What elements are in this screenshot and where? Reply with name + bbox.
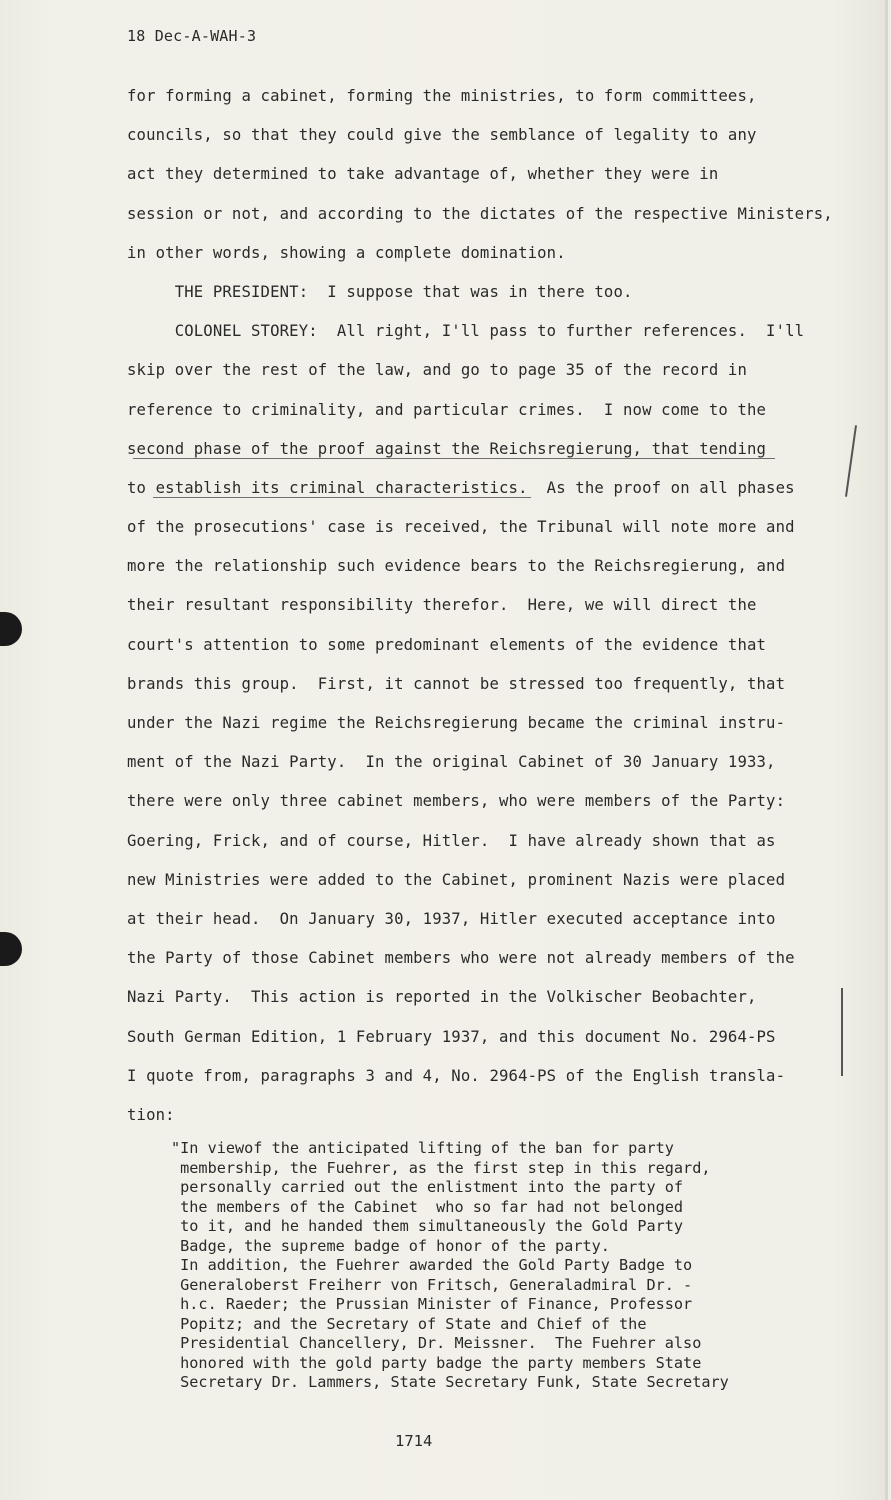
body-line: I quote from, paragraphs 3 and 4, No. 2964-PS of the English transla- [127, 1066, 786, 1085]
margin-mark [841, 988, 843, 1076]
quote-line: Presidential Chancellery, Dr. Meissner. The Fuehrer also [171, 1334, 702, 1352]
quote-line: personally carried out the enlistment into the party of [171, 1178, 684, 1196]
body-line: brands this group. First, it cannot be stressed too frequently, that [127, 674, 786, 693]
quote-line: the members of the Cabinet who so far had not belonged [171, 1197, 684, 1216]
body-line: new Ministries were added to the Cabinet, prominent Nazis were placed [127, 870, 786, 889]
body-line: Nazi Party. This action is reported in the Volkischer Beobachter, [127, 988, 757, 1007]
quote-line: In addition, the Fuehrer awarded the Gold Party Badge to [171, 1256, 693, 1274]
body-line: reference to criminality, and particular crimes. I now come to the [127, 400, 767, 419]
quote-line: Secretary Dr. Lammers, State Secretary Funk, State Secretary [171, 1373, 729, 1391]
body-line: skip over the rest of the law, and go to page 35 of the record in [127, 361, 747, 380]
quoted-passage [171, 1140, 791, 1394]
quote-line: Generaloberst Freiherr von Fritsch, Generaladmiral Dr. - [171, 1275, 693, 1294]
body-line: for forming a cabinet, forming the ministries, to form committees, [127, 87, 757, 105]
body-line: at their head. On January 30, 1937, Hitler executed acceptance into [127, 909, 776, 928]
body-line: THE PRESIDENT: I suppose that was in there too. [127, 282, 633, 301]
body-line: COLONEL STOREY: All right, I'll pass to further references. I'll [127, 322, 805, 341]
body-line: their resultant responsibility therefor. Here, we will direct the [127, 596, 757, 615]
quote-line: to it, and he handed them simultaneously the Gold Party [171, 1217, 684, 1235]
body-line: ment of the Nazi Party. In the original Cabinet of 30 January 1933, [127, 753, 776, 772]
body-line: more the relationship such evidence bears to the Reichsregierung, and [127, 557, 786, 576]
body-line: the Party of those Cabinet members who were not already members of the [127, 949, 795, 968]
body-line: under the Nazi regime the Reichsregierung became the criminal instru- [127, 714, 786, 732]
body-line: of the prosecutions' case is received, the Tribunal will note more and [127, 518, 795, 537]
quote-line: Popitz; and the Secretary of State and Chief of the [171, 1314, 647, 1333]
body-line: tion: [127, 1105, 175, 1124]
page-number: 1714 [395, 1432, 433, 1450]
quote-line: "In viewof the anticipated lifting of the ban for party [171, 1139, 674, 1157]
body-line: South German Edition, 1 February 1937, and this document No. 2964-PS [127, 1027, 776, 1046]
punch-hole-lower [0, 932, 22, 966]
body-line: act they determined to take advantage of, whether they were in [127, 165, 719, 184]
handwritten-underline [153, 497, 531, 498]
body-line: councils, so that they could give the semblance of legality to any [127, 126, 757, 145]
body-line: to establish its criminal characteristics. As the proof on all phases [127, 478, 795, 497]
body-line: court's attention to some predominant elements of the evidence that [127, 635, 767, 654]
handwritten-underline [133, 458, 775, 459]
body-line: there were only three cabinet members, who were members of the Party: [127, 792, 786, 811]
body-line: in other words, showing a complete domination. [127, 243, 566, 262]
punch-hole-upper [0, 612, 22, 646]
body-line: Goering, Frick, and of course, Hitler. I have already shown that as [127, 831, 776, 850]
body-line: session or not, and according to the dictates of the respective Ministers, [127, 204, 833, 223]
quote-line: honored with the gold party badge the party members State [171, 1353, 702, 1372]
transcript-body [127, 84, 847, 1142]
quote-line: membership, the Fuehrer, as the first step in this regard, [171, 1158, 711, 1177]
quote-line: h.c. Raeder; the Prussian Minister of Finance, Professor [171, 1295, 693, 1313]
quote-line: Badge, the supreme badge of honor of the party. [171, 1236, 610, 1255]
body-line: second phase of the proof against the Reichsregierung, that tending [127, 439, 767, 458]
document-reference: 18 Dec-A-WAH-3 [127, 27, 257, 45]
